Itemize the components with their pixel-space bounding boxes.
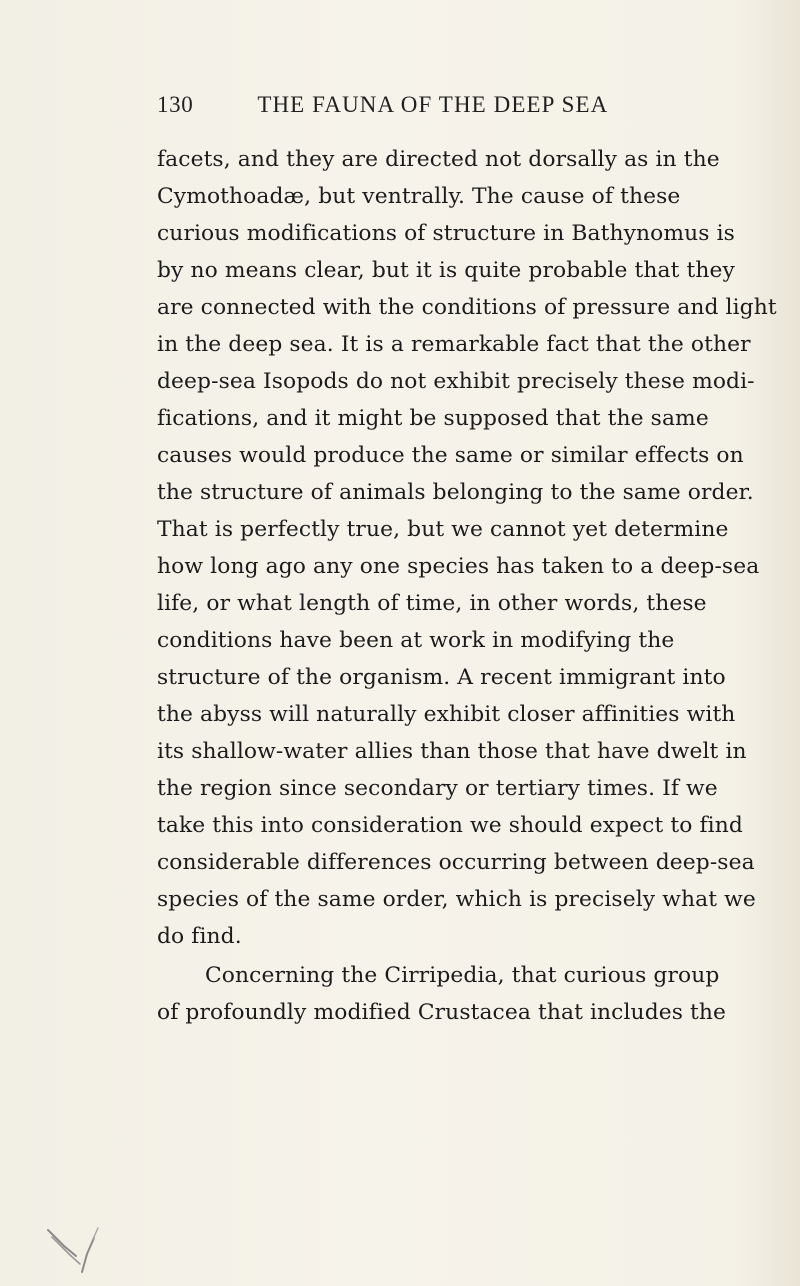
text-line: take this into consideration we should expect to find (157, 813, 743, 838)
text-line: by no means clear, but it is quite probable that they (157, 258, 735, 283)
text-line: how long ago any one species has taken to a deep-sea (157, 554, 760, 579)
text-line: in the deep sea. It is a remarkable fact that the other (157, 332, 751, 357)
text-line: facets, and they are directed not dorsally as in the (157, 147, 720, 172)
text-line: That is perfectly true, but we cannot yet determine (157, 517, 729, 542)
text-line: structure of the organism. A recent immigrant into (157, 665, 726, 690)
body-text (157, 141, 777, 1031)
text-line: deep-sea Isopods do not exhibit precisely these modi- (157, 369, 755, 394)
page-header (157, 92, 659, 124)
text-line: species of the same order, which is precisely what we (157, 887, 756, 912)
text-line: Cymothoadæ, but ventrally. The cause of these (157, 184, 681, 209)
text-line: curious modifications of structure in Bathynomus is (157, 221, 735, 246)
text-line: the abyss will naturally exhibit closer affinities with (157, 702, 736, 727)
page-number: 130 (157, 92, 194, 117)
text-line: the region since secondary or tertiary times. If we (157, 776, 718, 801)
text-line: the structure of animals belonging to the same order. (157, 480, 754, 505)
text-line: of profoundly modified Crustacea that includes the (157, 1000, 727, 1025)
text-line: Concerning the Cirripedia, that curious group (205, 963, 720, 988)
text-line: are connected with the conditions of pressure and light (157, 295, 777, 320)
pencil-mark-icon (36, 1210, 116, 1286)
text-line: fications, and it might be supposed that the same (157, 406, 709, 431)
text-line: causes would produce the same or similar effects on (157, 443, 744, 468)
text-line: do find. (157, 924, 242, 949)
text-line: conditions have been at work in modifying the (157, 628, 675, 653)
text-line: its shallow-water allies than those that have dwelt in (157, 739, 747, 764)
text-line: considerable differences occurring between deep-sea (157, 850, 755, 875)
text-line: life, or what length of time, in other words, these (157, 591, 707, 616)
running-title: THE FAUNA OF THE DEEP SEA (257, 92, 609, 117)
